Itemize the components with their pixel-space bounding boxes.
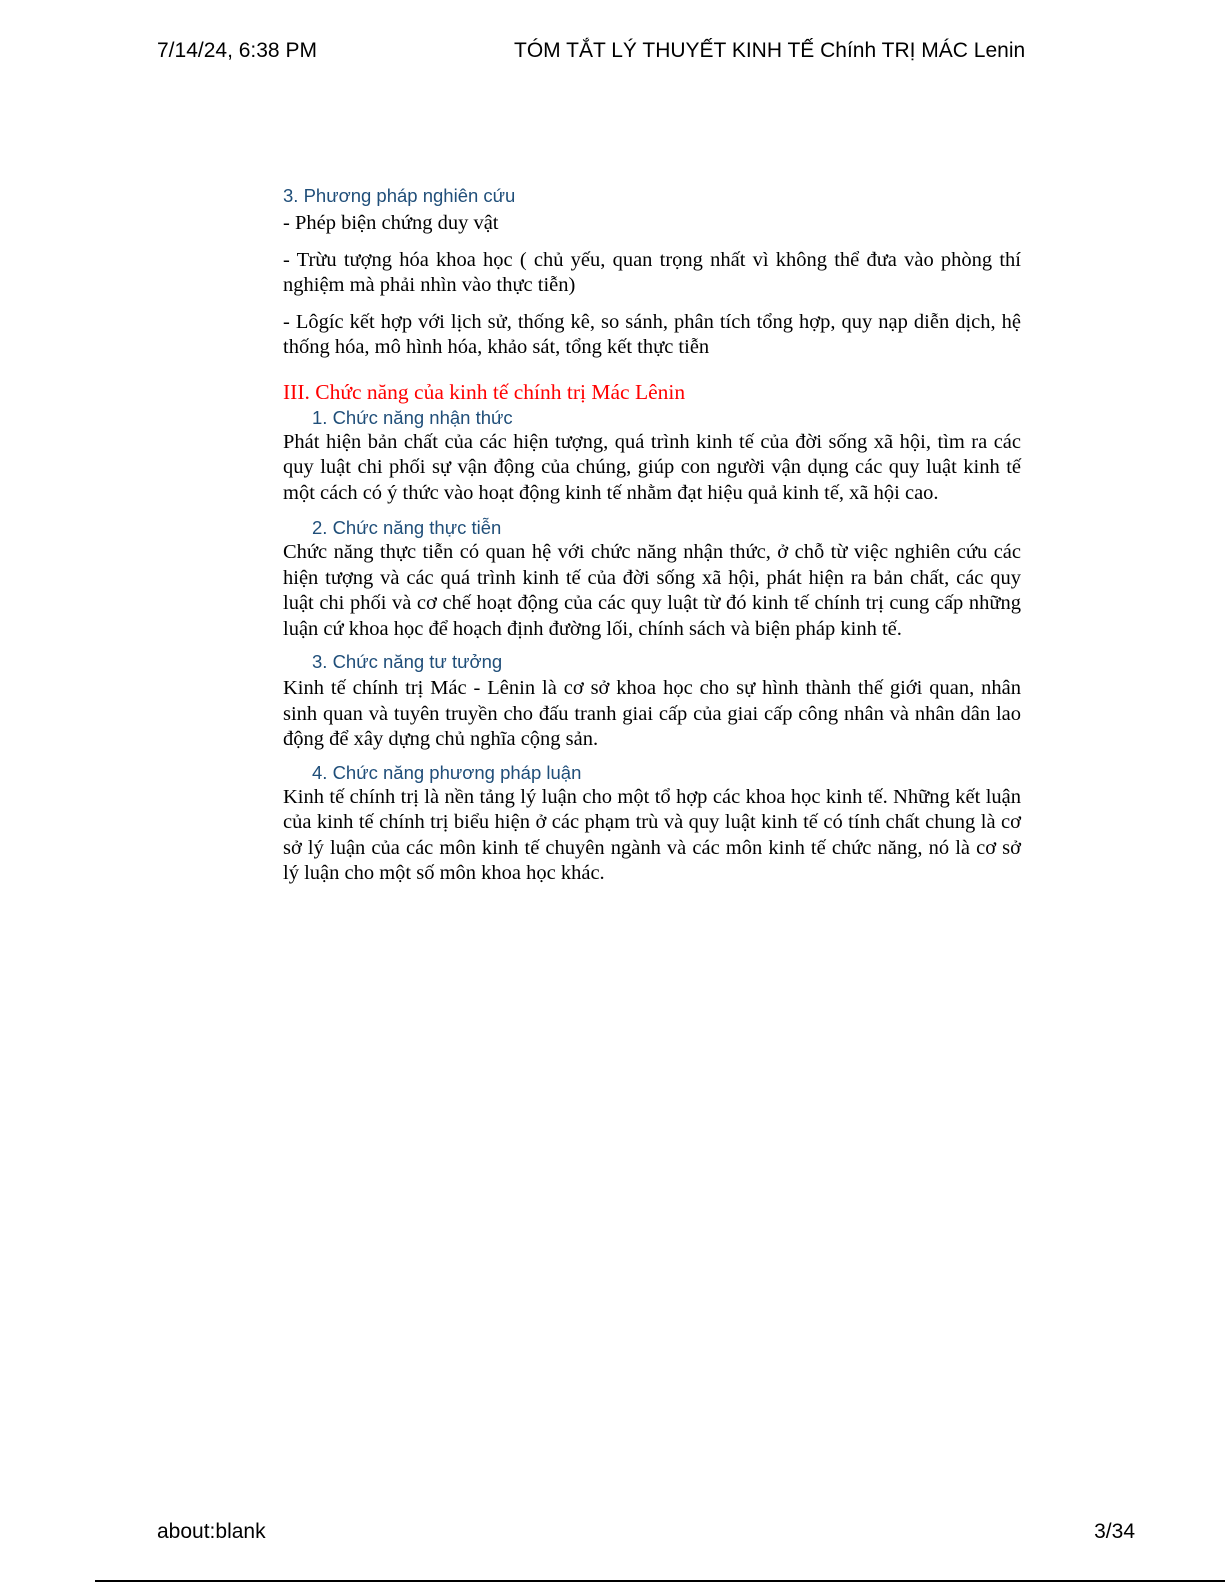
page-number: 3/34	[1094, 1520, 1135, 1543]
function-heading: 3. Chức năng tư tưởng	[312, 651, 503, 672]
page-content	[283, 184, 1021, 887]
function-text: Chức năng thực tiễn có quan hệ với chức năng nhận thức, ở chỗ từ việc nghiên cứu các hiện tượng và các quá trình kinh tế của đời sống xã hội, phát hiện ra bản chất, các quy luật chi phối và cơ chế hoạt động của các quy luật từ đó kinh tế chính trị cung cấp những luận cứ khoa học để hoạch định đường lối, chính sách và biện pháp kinh tế.	[283, 541, 1021, 640]
bottom-divider	[95, 1580, 1225, 1582]
method-item: - Trừu tượng hóa khoa học ( chủ yếu, quan trọng nhất vì không thể đưa vào phòng thí nghiệm mà phải nhìn vào thực tiễn)	[283, 248, 1021, 296]
print-date: 7/14/24, 6:38 PM	[157, 39, 317, 62]
function-text: Phát hiện bản chất của các hiện tượng, quá trình kinh tế của đời sống xã hội, tìm ra các quy luật chi phối sự vận động của chúng, giúp con người vận dụng các quy luật kinh tế một cách có ý thức vào hoạt động kinh tế nhằm đạt hiệu quả kinh tế, xã hội cao.	[283, 430, 1021, 504]
function-heading: 2. Chức năng thực tiễn	[312, 517, 502, 538]
function-text: Kinh tế chính trị Mác - Lênin là cơ sở khoa học cho sự hình thành thế giới quan, nhân sinh quan và tuyên truyền cho đấu tranh giai cấp của giai cấp công nhân và nhân dân lao động để xây dựng chủ nghĩa cộng sản.	[283, 677, 1021, 750]
method-item: - Phép biện chứng duy vật	[283, 212, 499, 234]
function-heading: 1. Chức năng nhận thức	[312, 406, 513, 428]
method-heading: 3. Phương pháp nghiên cứu	[283, 185, 516, 206]
document-title: TÓM TẮT LÝ THUYẾT KINH TẾ Chính TRỊ MÁC Lenin	[514, 39, 1026, 62]
page-url: about:blank	[157, 1520, 266, 1543]
method-item: - Lôgíc kết hợp với lịch sử, thống kê, so sánh, phân tích tổng hợp, quy nạp diễn dịch, hệ thống hóa, mô hình hóa, khảo sát, tổng kết thực tiễn	[283, 310, 1021, 358]
function-heading: 4. Chức năng phương pháp luận	[312, 761, 582, 783]
section-heading: III. Chức năng của kinh tế chính trị Mác Lênin	[283, 379, 686, 404]
function-text: Kinh tế chính trị là nền tảng lý luận cho một tổ hợp các khoa học kinh tế. Những kết luận của kinh tế chính trị biểu hiện ở các phạm trù và quy luật kinh tế có tính chất chung là cơ sở lý luận của các môn kinh tế chuyên ngành và các môn kinh tế chức năng, nó là cơ sở lý luận cho một số môn khoa học khác.	[283, 785, 1021, 884]
